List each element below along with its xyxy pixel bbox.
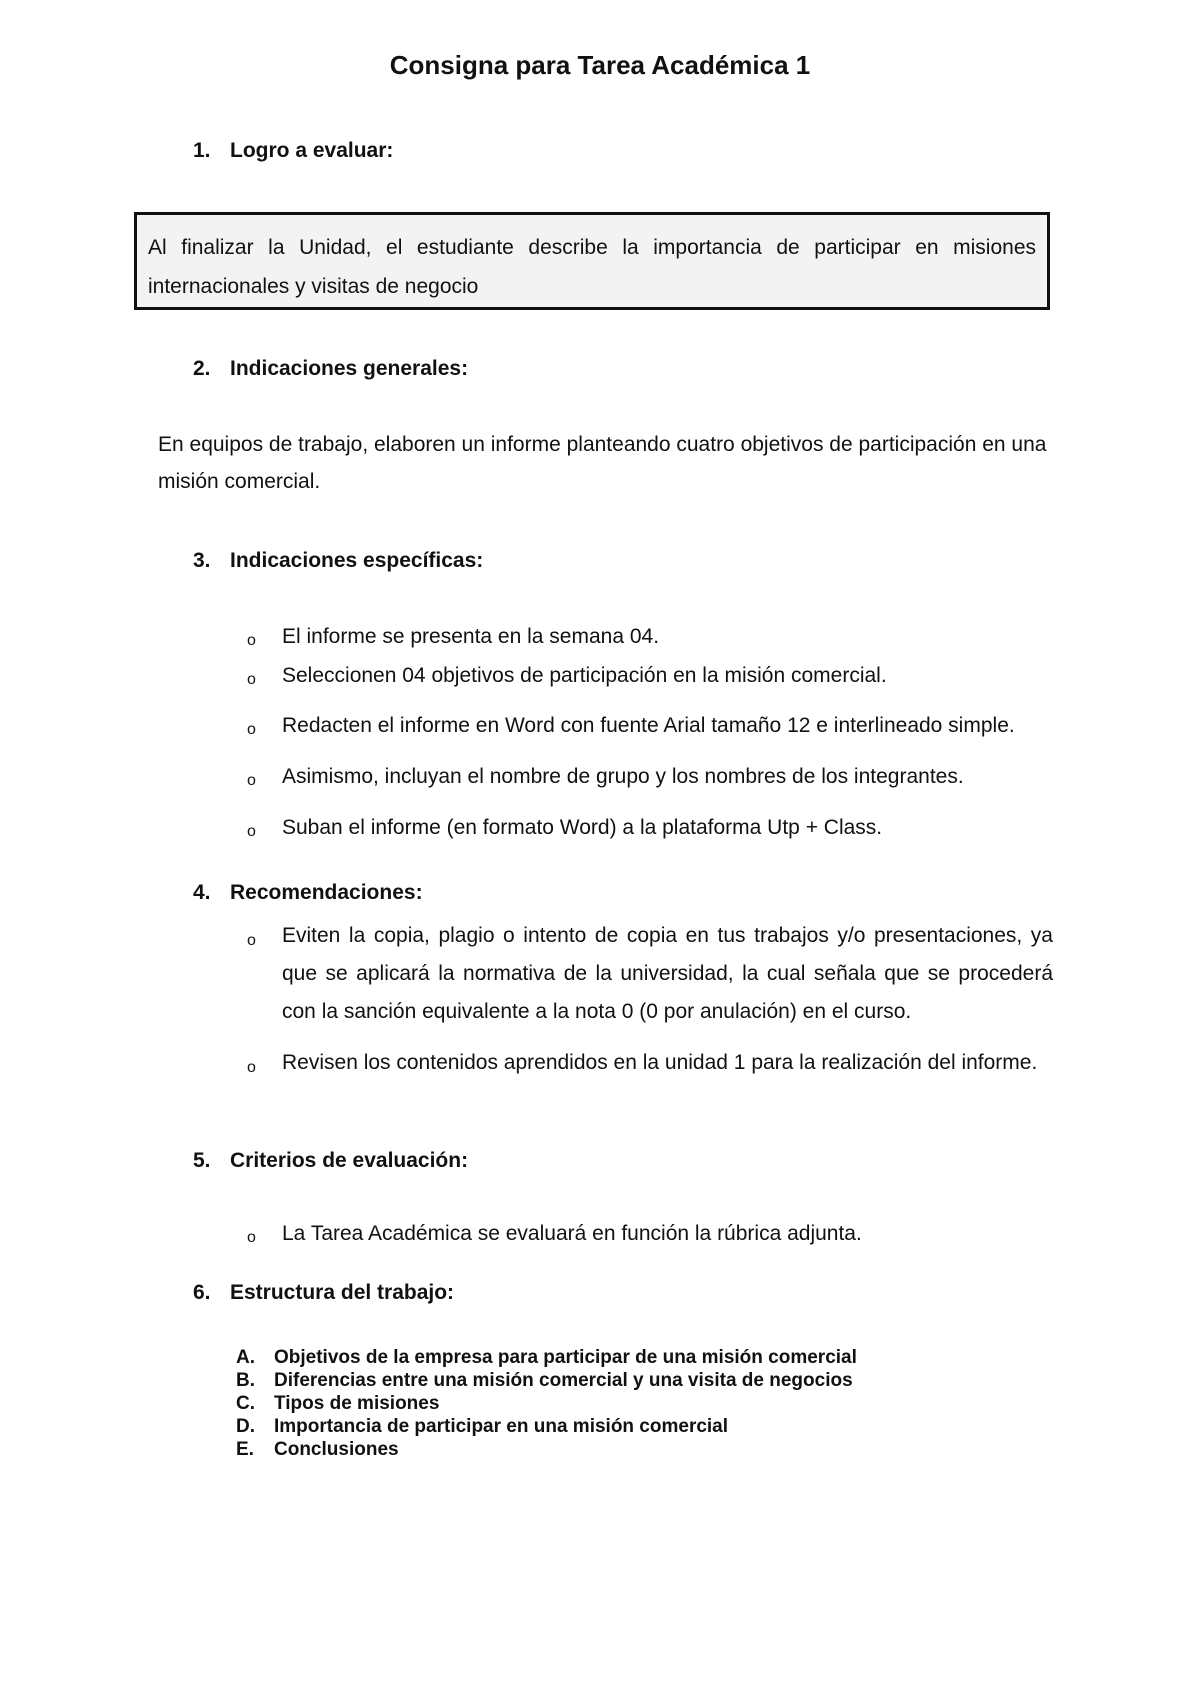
structure-item [236,1415,728,1438]
bullet-marker: o [247,1059,256,1076]
section-heading-4 [193,881,423,905]
section-heading-2 [193,357,468,381]
list-item: Suban el informe (en formato Word) a la plataforma Utp + Class. [282,816,883,839]
list-item: Seleccionen 04 objetivos de participación en la misión comercial. [282,664,887,687]
structure-item [236,1438,399,1461]
bullet-marker: o [247,671,256,688]
bullet-marker: o [247,632,256,649]
bullet-marker: o [247,1229,256,1246]
section-number: 6. [193,1281,211,1304]
structure-text: Objetivos de la empresa para participar de una misión comercial [274,1347,857,1368]
structure-text: Diferencias entre una misión comercial y una visita de negocios [274,1370,853,1391]
section-title: Criterios de evaluación: [230,1149,469,1172]
structure-item [236,1346,857,1369]
section-heading-3 [193,549,483,573]
structure-letter: D. [236,1416,255,1437]
section-number: 5. [193,1149,211,1172]
section-title: Indicaciones específicas: [230,549,484,572]
structure-letter: C. [236,1393,255,1414]
section-title: Estructura del trabajo: [230,1281,455,1304]
bullet-marker: o [247,721,256,738]
section-number: 1. [193,139,211,162]
bullet-marker: o [247,932,256,949]
list-item: El informe se presenta en la semana 04. [282,625,660,648]
bullet-marker: o [247,823,256,840]
structure-text: Importancia de participar en una misión comercial [274,1416,729,1437]
page-title: Consigna para Tarea Académica 1 [389,50,811,80]
bullet-marker: o [247,772,256,789]
section-title: Recomendaciones: [230,881,423,904]
achievement-box: Al finalizar la Unidad, el estudiante describe la importancia de participar en misiones internacionales y visitas de negocio [134,212,1050,310]
list-item: La Tarea Académica se evaluará en función la rúbrica adjunta. [282,1222,862,1245]
list-item: Eviten la copia, plagio o intento de copia en tus trabajos y/o presentaciones, ya que se aplicará la normativa de la universidad, la cual señala que se procederá con la sanción equivalente a la nota 0 (0 por anulación) en el curso. [282,924,1053,1023]
list-item: Asimismo, incluyan el nombre de grupo y los nombres de los integrantes. [282,765,964,788]
structure-text: Conclusiones [274,1439,399,1460]
structure-letter: A. [236,1347,255,1368]
section-number: 3. [193,549,211,572]
section-heading-6 [193,1281,454,1305]
list-item: Revisen los contenidos aprendidos en la unidad 1 para la realización del informe. [282,1051,1038,1074]
structure-letter: B. [236,1370,255,1391]
structure-letter: E. [236,1439,254,1460]
section-heading-5 [193,1149,468,1173]
structure-text: Tipos de misiones [274,1393,440,1414]
structure-item [236,1369,853,1392]
section-number: 4. [193,881,211,904]
section-heading-1 [193,139,393,163]
structure-item [236,1392,439,1415]
section-title: Indicaciones generales: [230,357,469,380]
section-title: Logro a evaluar: [230,139,394,162]
section-number: 2. [193,357,211,380]
list-item: Redacten el informe en Word con fuente Arial tamaño 12 e interlineado simple. [282,714,1015,737]
general-instructions-text: En equipos de trabajo, elaboren un informe planteando cuatro objetivos de participación en una misión comercial. [158,433,1047,493]
